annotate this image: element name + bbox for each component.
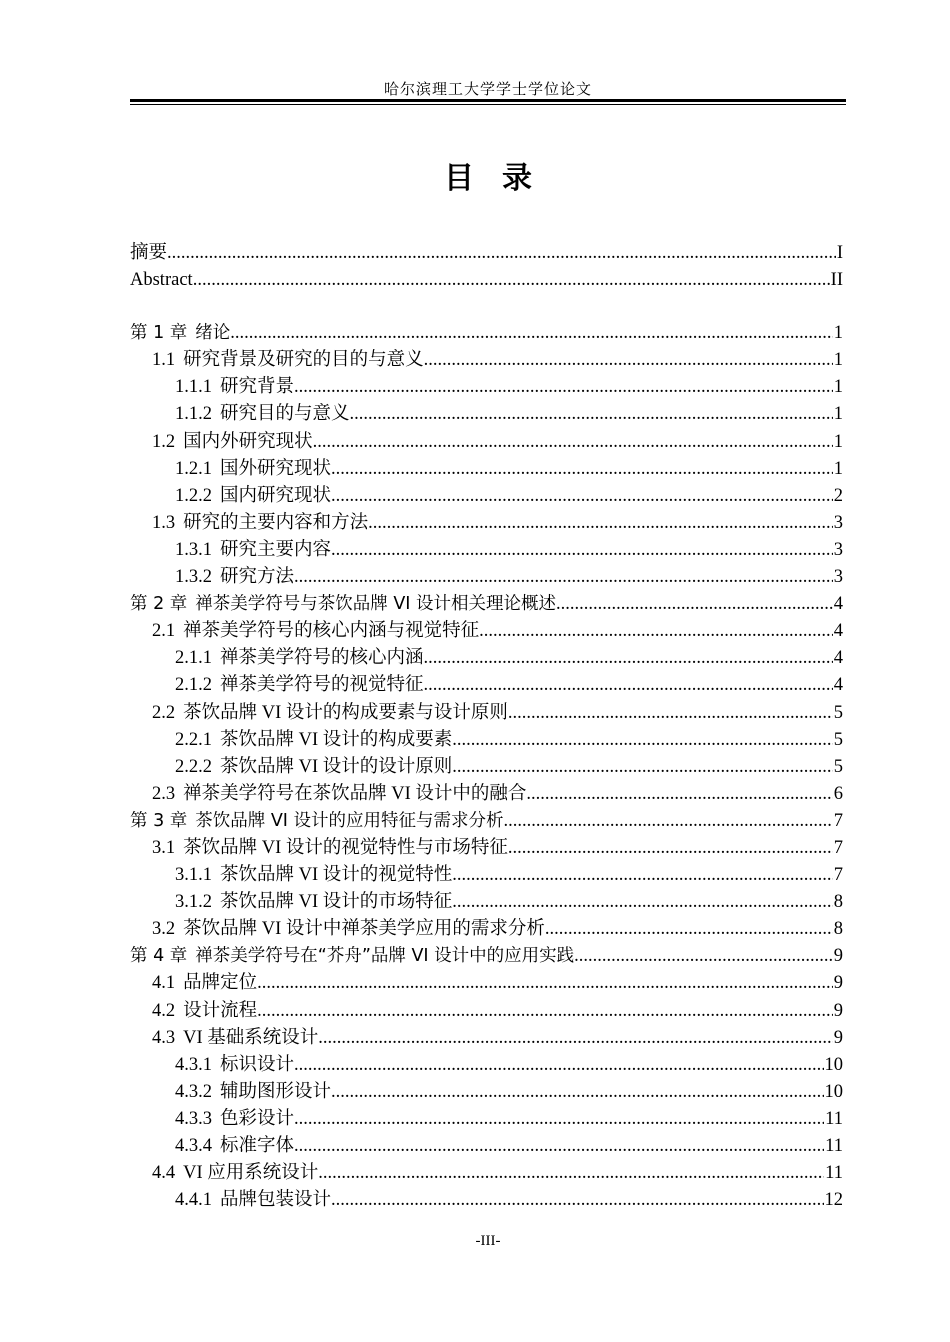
toc-entry[interactable] (130, 1052, 843, 1079)
toc-leader-dots (257, 998, 833, 1025)
toc-entry[interactable] (130, 754, 843, 781)
toc-leader-dots (545, 916, 833, 943)
toc-leader-dots (452, 862, 832, 889)
toc-entry-page: 1 (833, 431, 843, 452)
toc-leader-dots (230, 320, 832, 347)
toc-entry-label (175, 1052, 294, 1079)
toc-entry-page: 4 (833, 675, 843, 696)
toc-entry[interactable] (130, 456, 843, 483)
toc-entry-label (152, 1025, 318, 1052)
toc-entry-title: 品牌包装设计 (220, 1190, 332, 1211)
toc-entry-page: 11 (825, 1136, 843, 1156)
toc-entry-label (175, 1133, 294, 1160)
toc-entry[interactable] (130, 374, 843, 401)
toc-entry-number: 第 3 章 (130, 810, 188, 831)
toc-leader-dots (257, 970, 833, 997)
toc-leader-dots (526, 781, 832, 808)
toc-entry-label (130, 591, 556, 618)
toc-entry-page: 3 (833, 512, 843, 533)
toc-entry-title: 研究方法 (220, 567, 295, 588)
toc-entry[interactable] (130, 672, 843, 699)
toc-entry-number: 4.3.3 (175, 1108, 212, 1129)
toc-entry-title: 禅茶美学符号与茶饮品牌 VI 设计相关理论概述 (195, 594, 557, 615)
toc-entry[interactable] (130, 1025, 843, 1052)
toc-entry-title: 国内外研究现状 (183, 431, 313, 452)
toc-entry-number: 3.2 (152, 919, 176, 940)
toc-leader-dots (331, 456, 833, 483)
toc-entry-number: 3.1.1 (175, 865, 212, 886)
toc-entry-page: 1 (833, 404, 843, 425)
toc-entry-number: 1.3.1 (175, 539, 212, 560)
toc-entry-title: 茶饮品牌 VI 设计的视觉特性与市场特征 (183, 837, 508, 858)
toc-entry-number: 第 1 章 (130, 323, 188, 344)
toc-entry-page: 9 (833, 946, 843, 967)
toc-entry[interactable] (130, 483, 843, 510)
toc-entry-label (175, 862, 452, 889)
toc-entry-label (152, 998, 257, 1025)
toc-entry-title: 研究背景及研究的目的与意义 (183, 350, 424, 371)
toc-leader-dots (294, 1106, 824, 1133)
table-of-contents (130, 240, 843, 1214)
toc-entry-title: 禅茶美学符号在茶饮品牌 VI 设计中的融合 (183, 783, 527, 804)
toc-entry[interactable] (130, 240, 843, 267)
toc-entry-title: 标识设计 (220, 1054, 295, 1075)
toc-entry-number: 1.2 (152, 431, 176, 452)
toc-entry-title: 茶饮品牌 VI 设计的构成要素与设计原则 (183, 702, 508, 723)
toc-entry-title: VI 应用系统设计 (183, 1163, 319, 1184)
toc-entry-label (152, 429, 313, 456)
toc-entry-label (175, 889, 452, 916)
toc-entry-label (175, 1187, 331, 1214)
toc-entry-label (130, 240, 167, 267)
toc-entry-title: 研究背景 (220, 377, 295, 398)
toc-leader-dots (452, 754, 832, 781)
toc-leader-dots (167, 240, 836, 267)
toc-entry-title: 国外研究现状 (220, 458, 332, 479)
toc-entry-title: 色彩设计 (220, 1108, 295, 1129)
toc-entry-number: 3.1 (152, 837, 176, 858)
toc-entry-page: 3 (833, 539, 843, 560)
toc-entry-number: 1.3 (152, 512, 176, 533)
toc-entry-title: 禅茶美学符号的核心内涵与视觉特征 (183, 621, 480, 642)
toc-entry-number: 4.3 (152, 1027, 176, 1048)
toc-entry[interactable] (130, 401, 843, 428)
toc-entry-label (130, 267, 193, 294)
toc-entry[interactable] (130, 347, 843, 374)
header-rule-thin (130, 104, 846, 105)
toc-entry-page: 4 (833, 594, 843, 615)
toc-entry-title: 研究主要内容 (220, 539, 332, 560)
toc-entry-title: 设计流程 (183, 1000, 258, 1021)
toc-entry-page: 5 (833, 702, 843, 723)
toc-entry-page: II (830, 270, 843, 291)
toc-entry-number: 2.1.1 (175, 648, 212, 669)
toc-entry-title: 茶饮品牌 VI 设计中禅茶美学应用的需求分析 (183, 919, 545, 940)
toc-entry-page: 4 (833, 648, 843, 669)
toc-leader-dots (479, 618, 833, 645)
toc-entry-title: 禅茶美学符号的核心内涵 (220, 648, 424, 669)
toc-entry-page: 7 (833, 810, 843, 831)
toc-entry-number: 2.1 (152, 621, 176, 642)
toc-entry-number: 2.2 (152, 702, 176, 723)
toc-entry-title: 禅茶美学符号在“芥舟”品牌 VI 设计中的应用实践 (195, 946, 575, 967)
toc-entry-number: 1.1.2 (175, 404, 212, 425)
toc-entry-number: 4.4 (152, 1163, 176, 1184)
toc-leader-dots (350, 401, 833, 428)
toc-entry-label (130, 320, 230, 347)
toc-entry-label (152, 347, 424, 374)
toc-entry-label (175, 537, 331, 564)
toc-entry-title: 茶饮品牌 VI 设计的视觉特性 (220, 865, 453, 886)
toc-leader-dots (294, 564, 833, 591)
toc-entry[interactable] (130, 916, 843, 943)
toc-entry-title: 标准字体 (220, 1136, 295, 1156)
toc-entry-label (152, 700, 508, 727)
toc-entry-number: 2.2.1 (175, 729, 212, 750)
toc-entry-page: 11 (825, 1163, 843, 1184)
toc-entry-page: 5 (833, 756, 843, 777)
toc-entry[interactable] (130, 1160, 843, 1187)
page-number: -III- (475, 1233, 501, 1249)
toc-leader-dots (318, 1025, 832, 1052)
toc-leader-dots (424, 645, 833, 672)
toc-entry-number: 4.4.1 (175, 1190, 212, 1211)
toc-entry-title: VI 基础系统设计 (183, 1027, 319, 1048)
toc-entry-title: 研究目的与意义 (220, 404, 350, 425)
toc-entry-label (130, 943, 574, 970)
toc-entry[interactable] (130, 645, 843, 672)
toc-leader-dots (331, 537, 833, 564)
toc-entry-label (175, 401, 350, 428)
toc-entry-number: 1.2.2 (175, 485, 212, 506)
toc-entry-number: 4.3.1 (175, 1054, 212, 1075)
toc-leader-dots (294, 1052, 823, 1079)
toc-leader-dots (424, 347, 833, 374)
toc-entry-title: 研究的主要内容和方法 (183, 512, 369, 533)
toc-entry-page: 9 (833, 1027, 843, 1048)
toc-entry-title: 茶饮品牌 VI 设计的市场特征 (220, 892, 453, 913)
toc-entry[interactable] (130, 835, 843, 862)
toc-entry-label (175, 374, 294, 401)
toc-entry-label (152, 510, 368, 537)
toc-entry[interactable] (130, 1133, 843, 1160)
toc-entry-page: 10 (824, 1081, 843, 1102)
toc-leader-dots (331, 1079, 823, 1106)
toc-leader-dots (556, 591, 833, 618)
toc-entry[interactable] (130, 943, 843, 970)
toc-entry-label (130, 808, 504, 835)
toc-entry[interactable] (130, 970, 843, 997)
toc-entry[interactable] (130, 537, 843, 564)
toc-leader-dots (504, 808, 833, 835)
toc-entry[interactable] (130, 564, 843, 591)
toc-entry[interactable] (130, 700, 843, 727)
header-rule-thick (130, 99, 846, 102)
toc-entry-number: 4.2 (152, 1000, 176, 1021)
toc-entry-number: 1.3.2 (175, 567, 212, 588)
toc-entry-title: 茶饮品牌 VI 设计的设计原则 (220, 756, 453, 777)
toc-entry-label (152, 970, 257, 997)
toc-entry-page: 1 (833, 323, 843, 344)
toc-leader-dots (452, 889, 832, 916)
toc-entry-label (175, 672, 424, 699)
toc-leader-dots (313, 429, 833, 456)
toc-leader-dots (574, 943, 833, 970)
toc-entry-label (175, 754, 452, 781)
toc-entry[interactable] (130, 320, 843, 347)
toc-entry-page: 1 (833, 377, 843, 398)
toc-entry-number: 4.3.2 (175, 1081, 212, 1102)
toc-entry-page: 8 (833, 919, 843, 940)
toc-entry-page: 3 (833, 567, 843, 588)
toc-entry-title: Abstract (130, 270, 193, 291)
toc-leader-dots (331, 1187, 823, 1214)
toc-leader-dots (508, 700, 833, 727)
toc-entry-number: 2.3 (152, 783, 176, 804)
toc-entry[interactable] (130, 591, 843, 618)
toc-entry[interactable] (130, 429, 843, 456)
toc-entry-page: 9 (833, 973, 843, 994)
toc-entry-number: 1.2.1 (175, 458, 212, 479)
toc-entry-number: 2.2.2 (175, 756, 212, 777)
toc-entry-number: 第 4 章 (130, 946, 188, 967)
toc-entry-number: 4.3.4 (175, 1136, 212, 1156)
toc-entry-number: 2.1.2 (175, 675, 212, 696)
toc-entry-page: 4 (833, 621, 843, 642)
toc-entry[interactable] (130, 862, 843, 889)
toc-entry[interactable] (130, 727, 843, 754)
toc-entry-page: 8 (833, 892, 843, 913)
toc-entry-page: 1 (833, 350, 843, 371)
toc-entry-page: 7 (833, 865, 843, 886)
toc-leader-dots (452, 727, 832, 754)
toc-entry-page: 1 (833, 458, 843, 479)
toc-entry-label (152, 835, 508, 862)
toc-entry-title: 茶饮品牌 VI 设计的构成要素 (220, 729, 453, 750)
toc-entry-title: 禅茶美学符号的视觉特征 (220, 675, 424, 696)
toc-entry-label (175, 645, 424, 672)
toc-leader-dots (294, 374, 833, 401)
toc-entry[interactable] (130, 998, 843, 1025)
toc-entry[interactable] (130, 267, 843, 294)
toc-entry-page: 11 (825, 1108, 843, 1129)
toc-entry[interactable] (130, 1106, 843, 1133)
toc-entry-label (175, 564, 294, 591)
toc-entry-number: 4.1 (152, 973, 176, 994)
toc-entry-label (152, 1160, 318, 1187)
toc-entry-page: 12 (824, 1190, 843, 1211)
toc-entry-title: 摘要 (130, 243, 168, 263)
toc-entry-title: 品牌定位 (183, 973, 258, 994)
toc-entry-label (152, 781, 526, 808)
toc-entry-label (175, 1106, 294, 1133)
toc-entry-title: 绪论 (195, 323, 231, 344)
toc-entry-number: 3.1.2 (175, 892, 212, 913)
page-title: 目录 (444, 161, 560, 196)
toc-entry[interactable] (130, 510, 843, 537)
toc-entry-page: 2 (833, 485, 843, 506)
toc-entry[interactable] (130, 889, 843, 916)
toc-leader-dots (331, 483, 833, 510)
toc-entry-title: 茶饮品牌 VI 设计的应用特征与需求分析 (195, 810, 504, 831)
toc-entry-label (175, 1079, 331, 1106)
running-header: 哈尔滨理工大学学士学位论文 (383, 82, 592, 98)
toc-entry-number: 第 2 章 (130, 594, 188, 615)
toc-entry-number: 1.1 (152, 350, 176, 371)
toc-entry[interactable] (130, 1079, 843, 1106)
toc-leader-dots (193, 267, 830, 294)
toc-entry-label (152, 916, 545, 943)
toc-leader-dots (368, 510, 833, 537)
toc-entry[interactable] (130, 1187, 843, 1214)
toc-entry-page: 6 (833, 783, 843, 804)
toc-entry-page: 9 (833, 1000, 843, 1021)
toc-entry-title: 辅助图形设计 (220, 1081, 332, 1102)
toc-leader-dots (424, 672, 833, 699)
toc-entry[interactable] (130, 781, 843, 808)
toc-leader-dots (318, 1160, 824, 1187)
toc-entry[interactable] (130, 808, 843, 835)
toc-entry-page: 7 (833, 837, 843, 858)
toc-entry[interactable] (130, 618, 843, 645)
toc-entry-title: 国内研究现状 (220, 485, 332, 506)
toc-entry-label (175, 483, 331, 510)
toc-entry-label (175, 456, 331, 483)
toc-entry-number: 1.1.1 (175, 377, 212, 398)
toc-entry-label (152, 618, 479, 645)
toc-leader-dots (294, 1133, 824, 1160)
toc-entry-page: 5 (833, 729, 843, 750)
toc-entry-label (175, 727, 452, 754)
toc-entry-page: I (836, 243, 843, 263)
toc-leader-dots (508, 835, 833, 862)
toc-entry-page: 10 (824, 1054, 843, 1075)
